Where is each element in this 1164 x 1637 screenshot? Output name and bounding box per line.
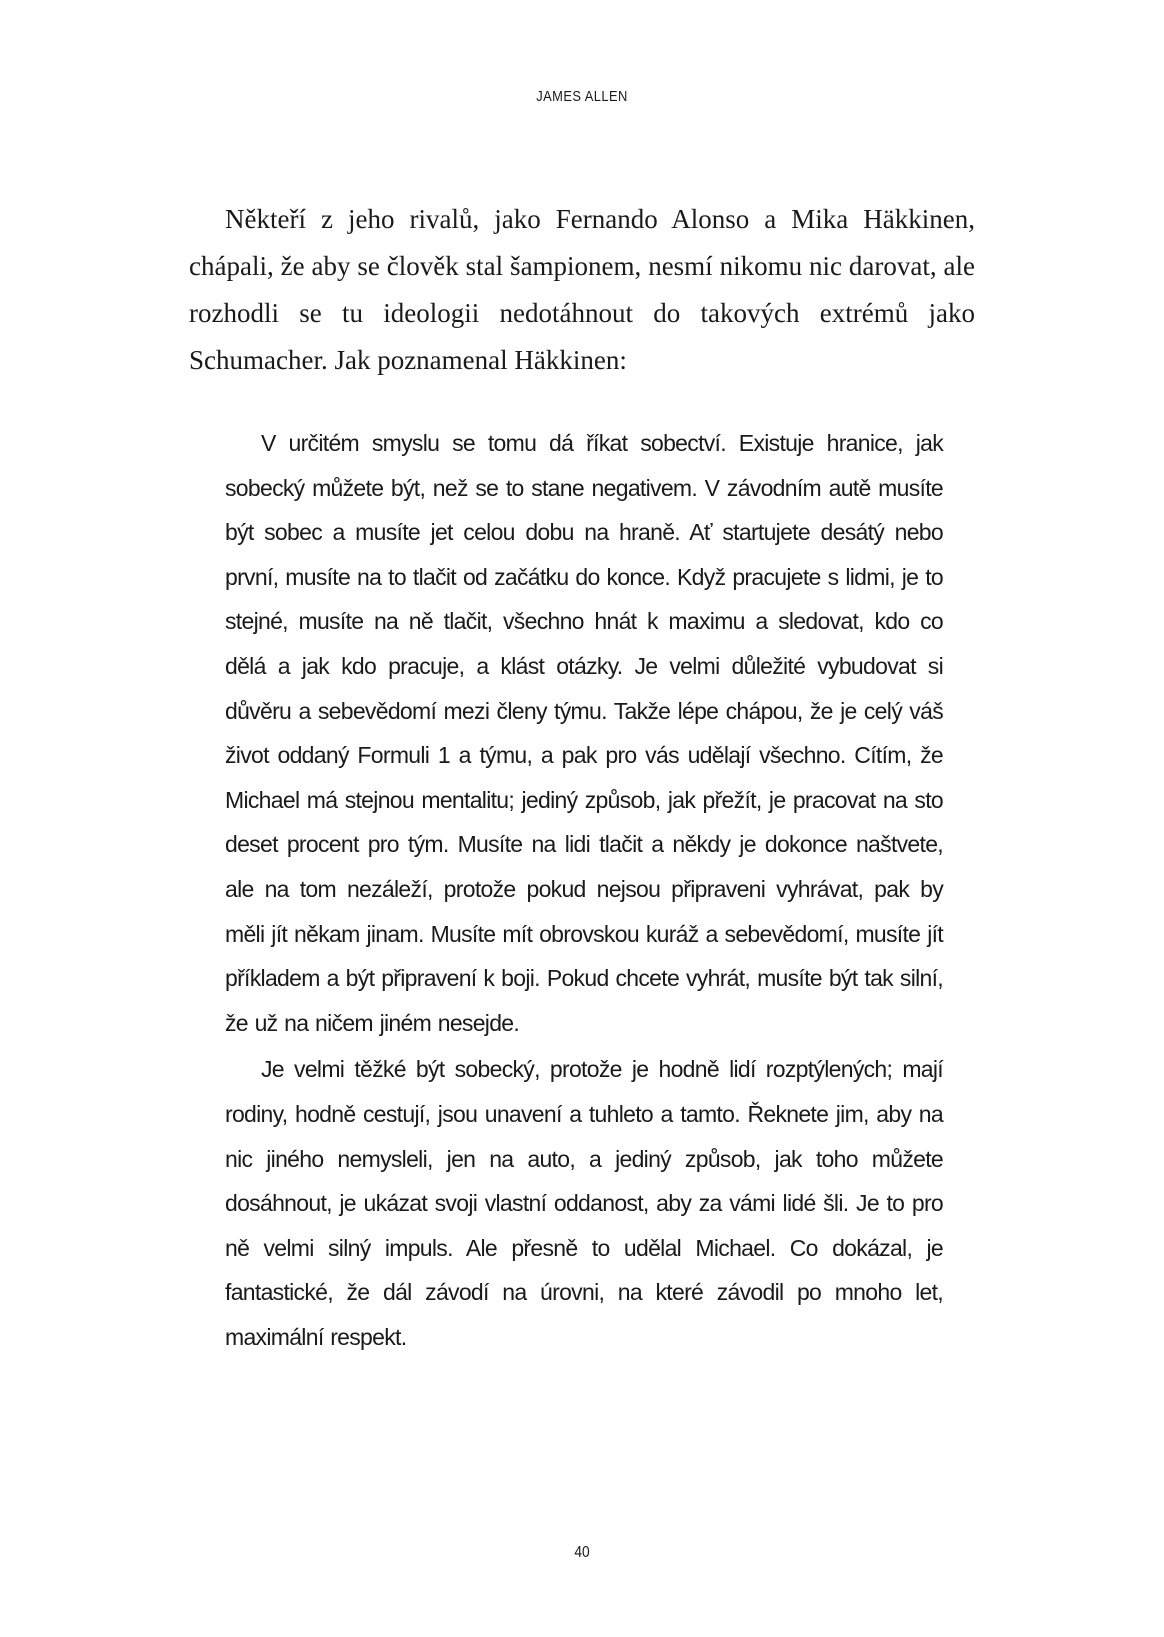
block-quote: [225, 421, 943, 1359]
quote-paragraph-2: Je velmi těžké být sobecký, protože je hodně lidí rozptýlených; mají rodiny, hodně cestují, jsou unavení a tuhleto a tamto. Řeknete jim, aby na nic jiného nemysleli, jen na auto, a jediný způsob, jak toho můžete dosáhnout, je ukázat svoji vlastní oddanost, aby za vámi lidé šli. Je to pro ně velmi silný impuls. Ale přesně to udělal Michael. Co dokázal, je fantastické, že dál závodí na úrovni, na které závodil po mnoho let, maximální respekt.: [225, 1056, 943, 1350]
running-head: JAMES ALLEN: [536, 88, 628, 105]
page-number: 40: [574, 1544, 590, 1561]
quote-paragraph-1: V určitém smyslu se tomu dá říkat sobectví. Existuje hranice, jak sobecký můžete být, než se to stane negativem. V závodním autě musíte být sobec a musíte jet celou dobu na hraně. Ať startujete desátý nebo první, musíte na to tlačit od začátku do konce. Když pracujete s lidmi, je to stejné, musíte na ně tlačit, všechno hnát k maximu a sledovat, kdo co dělá a jak kdo pracuje, a klást otázky. Je velmi důležité vybudovat si důvěru a sebevědomí mezi členy týmu. Takže lépe chápou, že je celý váš život oddaný Formuli 1 a týmu, a pak pro vás udělají všechno. Cítím, že Michael má stejnou mentalitu; jediný způsob, jak přežít, je pracovat na sto deset procent pro tým. Musíte na lidi tlačit a někdy je dokonce naštvete, ale na tom nezáleží, protože pokud nejsou připraveni vyhrávat, pak by měli jít někam jinam. Musíte mít obrovskou kuráž a sebevědomí, musíte jít příkladem a být připravení k boji. Pokud chcete vyhrát, musíte být tak silní, že už na ničem jiném nesejde.: [225, 430, 943, 1036]
lead-paragraph: Někteří z jeho rivalů, jako Fernando Alonso a Mika Häkkinen, chápali, že aby se člověk stal šampionem, nesmí nikomu nic darovat, ale rozhodli se tu ideologii nedotáhnout do takových extrémů jako Schumacher. Jak poznamenal Häkkinen:: [189, 204, 975, 375]
